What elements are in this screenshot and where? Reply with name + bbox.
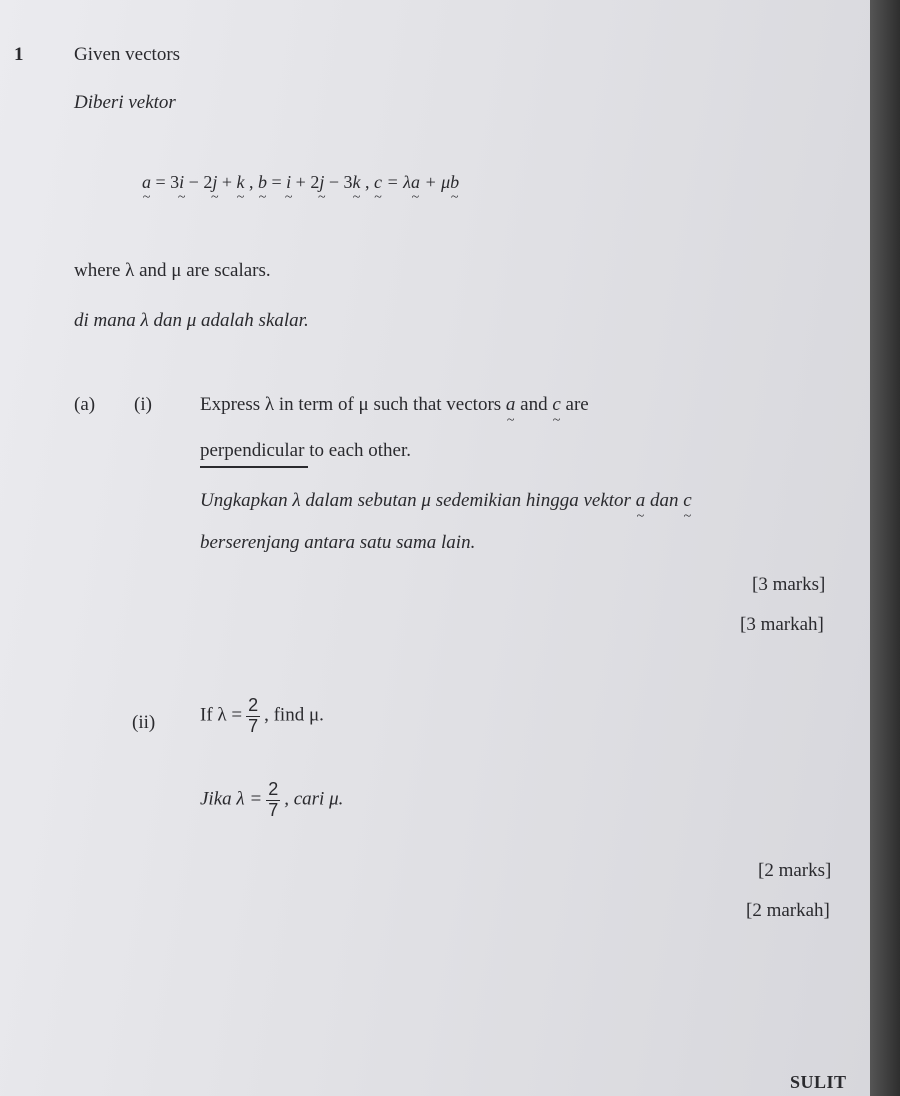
part-a-label: (a) [74, 394, 96, 415]
marks-ms-3: [3 markah] [740, 614, 824, 635]
where-en: where λ and μ are scalars. [74, 260, 271, 281]
intro-ms: Diberi vektor [74, 92, 176, 113]
part-a-i-label: (i) [134, 394, 152, 415]
part-a-i-en-line2: perpendicular to each other. [200, 440, 412, 461]
intro-en: Given vectors [74, 44, 181, 65]
part-a-ii-en: If λ = $\frac{2}{7}$ , find μ. [200, 695, 324, 736]
part-a-ii-label: (ii) [132, 712, 156, 733]
sulit-footer: SULIT [790, 1072, 847, 1092]
part-a-i-ms-line1: Ungkapkan λ dalam sebutan μ sedemikian hingga vektor a ~ dan c ~ [200, 490, 692, 512]
fraction-two-sevenths-ms: $\frac{2}{7}$ [268, 779, 279, 820]
page-edge-shadow [870, 0, 900, 1096]
fraction-two-sevenths: $\frac{2}{7}$ [248, 695, 259, 736]
part-a-ii-ms: Jika λ = $\frac{2}{7}$ , cari μ. [200, 779, 344, 820]
part-a-i-en-line1: Express λ in term of μ such that vectors a ~ and c ~ are [200, 394, 589, 416]
marks-en-3: [3 marks] [752, 574, 826, 595]
marks-en-2: [2 marks] [758, 860, 832, 881]
vector-definitions: a ~ = 3i ~ − 2j ~ + k ~ , b ~ = i ~ + 2j ~ − 3k ~ , c ~ = λa ~ + μb ~ [142, 172, 459, 193]
marks-ms-2: [2 markah] [746, 900, 830, 921]
handwritten-underline [200, 466, 308, 468]
part-a-i-ms-line2: berserenjang antara satu sama lain. [200, 532, 476, 553]
where-ms: di mana λ dan μ adalah skalar. [74, 310, 309, 331]
question-number: 1 [14, 44, 24, 65]
